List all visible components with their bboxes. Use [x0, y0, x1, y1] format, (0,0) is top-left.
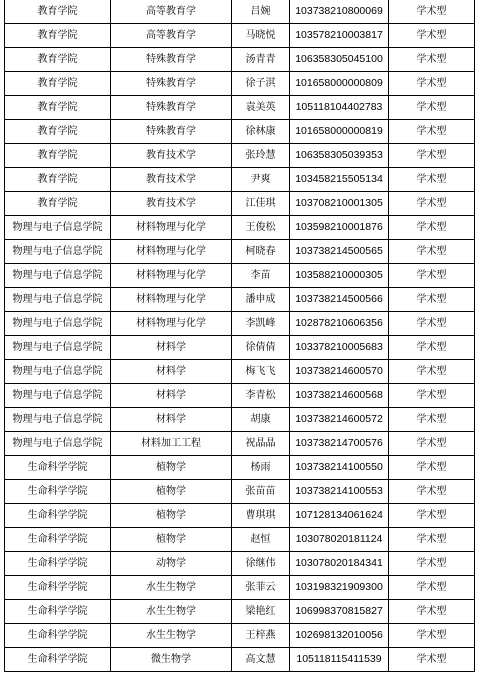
degree-type-cell: 学术型 — [389, 0, 475, 24]
student-name-cell: 汤青青 — [232, 48, 290, 72]
major-cell: 材料学 — [111, 360, 232, 384]
degree-type-cell: 学术型 — [389, 72, 475, 96]
college-cell: 生命科学学院 — [5, 648, 111, 672]
exam-number-cell: 102698132010056 — [290, 624, 389, 648]
student-name-cell: 张菲云 — [232, 576, 290, 600]
exam-number-cell: 105118115411539 — [290, 648, 389, 672]
exam-number-cell: 105118104402783 — [290, 96, 389, 120]
college-cell: 物理与电子信息学院 — [5, 240, 111, 264]
student-name-cell: 赵恒 — [232, 528, 290, 552]
college-cell: 生命科学学院 — [5, 456, 111, 480]
degree-type-cell: 学术型 — [389, 240, 475, 264]
exam-number-cell: 107128134061624 — [290, 504, 389, 528]
major-cell: 教育技术学 — [111, 192, 232, 216]
degree-type-cell: 学术型 — [389, 648, 475, 672]
exam-number-cell: 103458215505134 — [290, 168, 389, 192]
student-name-cell: 徐林康 — [232, 120, 290, 144]
degree-type-cell: 学术型 — [389, 456, 475, 480]
exam-number-cell: 103598210001876 — [290, 216, 389, 240]
admission-list-table — [4, 0, 475, 672]
student-name-cell: 潘申成 — [232, 288, 290, 312]
degree-type-cell: 学术型 — [389, 48, 475, 72]
college-cell: 物理与电子信息学院 — [5, 384, 111, 408]
college-cell: 教育学院 — [5, 168, 111, 192]
student-name-cell: 马晓悦 — [232, 24, 290, 48]
table-row — [5, 552, 475, 576]
table-row — [5, 264, 475, 288]
major-cell: 教育技术学 — [111, 168, 232, 192]
student-name-cell: 吕婉 — [232, 0, 290, 24]
student-name-cell: 李苗 — [232, 264, 290, 288]
table-row — [5, 312, 475, 336]
exam-number-cell: 103738210800069 — [290, 0, 389, 24]
table-row — [5, 144, 475, 168]
student-name-cell: 杨雨 — [232, 456, 290, 480]
major-cell: 水生生物学 — [111, 624, 232, 648]
major-cell: 特殊教育学 — [111, 120, 232, 144]
major-cell: 教育技术学 — [111, 144, 232, 168]
degree-type-cell: 学术型 — [389, 408, 475, 432]
table-row — [5, 120, 475, 144]
college-cell: 物理与电子信息学院 — [5, 288, 111, 312]
degree-type-cell: 学术型 — [389, 552, 475, 576]
degree-type-cell: 学术型 — [389, 96, 475, 120]
major-cell: 材料物理与化学 — [111, 288, 232, 312]
exam-number-cell: 103738214100550 — [290, 456, 389, 480]
college-cell: 教育学院 — [5, 0, 111, 24]
student-name-cell: 江佳琪 — [232, 192, 290, 216]
student-name-cell: 张玲慧 — [232, 144, 290, 168]
major-cell: 植物学 — [111, 456, 232, 480]
student-name-cell: 徐子淇 — [232, 72, 290, 96]
degree-type-cell: 学术型 — [389, 432, 475, 456]
degree-type-cell: 学术型 — [389, 288, 475, 312]
table-row — [5, 576, 475, 600]
major-cell: 材料学 — [111, 336, 232, 360]
major-cell: 材料学 — [111, 408, 232, 432]
student-name-cell: 柯晓春 — [232, 240, 290, 264]
table-row — [5, 24, 475, 48]
college-cell: 教育学院 — [5, 120, 111, 144]
degree-type-cell: 学术型 — [389, 384, 475, 408]
college-cell: 教育学院 — [5, 96, 111, 120]
major-cell: 材料物理与化学 — [111, 216, 232, 240]
college-cell: 物理与电子信息学院 — [5, 216, 111, 240]
exam-number-cell: 103078020184341 — [290, 552, 389, 576]
college-cell: 物理与电子信息学院 — [5, 360, 111, 384]
table-row — [5, 480, 475, 504]
major-cell: 动物学 — [111, 552, 232, 576]
college-cell: 教育学院 — [5, 24, 111, 48]
degree-type-cell: 学术型 — [389, 312, 475, 336]
degree-type-cell: 学术型 — [389, 144, 475, 168]
student-name-cell: 王梓燕 — [232, 624, 290, 648]
exam-number-cell: 103738214700576 — [290, 432, 389, 456]
table-row — [5, 360, 475, 384]
exam-number-cell: 106358305039353 — [290, 144, 389, 168]
student-name-cell: 张苗苗 — [232, 480, 290, 504]
major-cell: 植物学 — [111, 504, 232, 528]
exam-number-cell: 101658000000809 — [290, 72, 389, 96]
table-body — [5, 0, 475, 672]
college-cell: 生命科学学院 — [5, 504, 111, 528]
table-row — [5, 72, 475, 96]
table-row — [5, 240, 475, 264]
major-cell: 水生生物学 — [111, 600, 232, 624]
table-row — [5, 216, 475, 240]
student-name-cell: 袁美英 — [232, 96, 290, 120]
college-cell: 教育学院 — [5, 72, 111, 96]
exam-number-cell: 103738214100553 — [290, 480, 389, 504]
college-cell: 生命科学学院 — [5, 600, 111, 624]
degree-type-cell: 学术型 — [389, 216, 475, 240]
major-cell: 材料学 — [111, 384, 232, 408]
table-row — [5, 600, 475, 624]
table-row — [5, 384, 475, 408]
student-name-cell: 尹爽 — [232, 168, 290, 192]
exam-number-cell: 106358305045100 — [290, 48, 389, 72]
degree-type-cell: 学术型 — [389, 168, 475, 192]
college-cell: 生命科学学院 — [5, 576, 111, 600]
table-row — [5, 192, 475, 216]
table-row — [5, 96, 475, 120]
exam-number-cell: 103198321909300 — [290, 576, 389, 600]
major-cell: 高等教育学 — [111, 0, 232, 24]
table-row — [5, 528, 475, 552]
college-cell: 物理与电子信息学院 — [5, 264, 111, 288]
exam-number-cell: 103588210000305 — [290, 264, 389, 288]
major-cell: 特殊教育学 — [111, 72, 232, 96]
student-name-cell: 梅飞飞 — [232, 360, 290, 384]
college-cell: 教育学院 — [5, 144, 111, 168]
table-row — [5, 504, 475, 528]
major-cell: 特殊教育学 — [111, 96, 232, 120]
college-cell: 生命科学学院 — [5, 624, 111, 648]
exam-number-cell: 103708210001305 — [290, 192, 389, 216]
degree-type-cell: 学术型 — [389, 264, 475, 288]
major-cell: 材料物理与化学 — [111, 264, 232, 288]
degree-type-cell: 学术型 — [389, 360, 475, 384]
college-cell: 生命科学学院 — [5, 528, 111, 552]
student-name-cell: 徐继伟 — [232, 552, 290, 576]
student-name-cell: 梁艳红 — [232, 600, 290, 624]
degree-type-cell: 学术型 — [389, 576, 475, 600]
table-row — [5, 456, 475, 480]
college-cell: 生命科学学院 — [5, 552, 111, 576]
student-name-cell: 胡康 — [232, 408, 290, 432]
major-cell: 材料物理与化学 — [111, 240, 232, 264]
degree-type-cell: 学术型 — [389, 624, 475, 648]
exam-number-cell: 103078020181124 — [290, 528, 389, 552]
degree-type-cell: 学术型 — [389, 504, 475, 528]
degree-type-cell: 学术型 — [389, 600, 475, 624]
student-name-cell: 李凯峰 — [232, 312, 290, 336]
student-name-cell: 徐倩倩 — [232, 336, 290, 360]
exam-number-cell: 103378210005683 — [290, 336, 389, 360]
degree-type-cell: 学术型 — [389, 24, 475, 48]
degree-type-cell: 学术型 — [389, 480, 475, 504]
student-name-cell: 李青松 — [232, 384, 290, 408]
table-row — [5, 168, 475, 192]
college-cell: 教育学院 — [5, 48, 111, 72]
degree-type-cell: 学术型 — [389, 528, 475, 552]
exam-number-cell: 103738214600572 — [290, 408, 389, 432]
major-cell: 微生物学 — [111, 648, 232, 672]
college-cell: 物理与电子信息学院 — [5, 336, 111, 360]
table-row — [5, 648, 475, 672]
student-name-cell: 曹琪琪 — [232, 504, 290, 528]
table-row — [5, 336, 475, 360]
student-name-cell: 祝晶晶 — [232, 432, 290, 456]
college-cell: 教育学院 — [5, 192, 111, 216]
table-row — [5, 624, 475, 648]
major-cell: 特殊教育学 — [111, 48, 232, 72]
major-cell: 水生生物学 — [111, 576, 232, 600]
college-cell: 物理与电子信息学院 — [5, 432, 111, 456]
exam-number-cell: 102878210606356 — [290, 312, 389, 336]
table-row — [5, 0, 475, 24]
exam-number-cell: 103738214600570 — [290, 360, 389, 384]
exam-number-cell: 106998370815827 — [290, 600, 389, 624]
exam-number-cell: 103738214500566 — [290, 288, 389, 312]
student-name-cell: 高文慧 — [232, 648, 290, 672]
college-cell: 物理与电子信息学院 — [5, 312, 111, 336]
exam-number-cell: 101658000000819 — [290, 120, 389, 144]
table-row — [5, 432, 475, 456]
degree-type-cell: 学术型 — [389, 336, 475, 360]
exam-number-cell: 103738214600568 — [290, 384, 389, 408]
degree-type-cell: 学术型 — [389, 192, 475, 216]
major-cell: 植物学 — [111, 528, 232, 552]
table-row — [5, 408, 475, 432]
major-cell: 高等教育学 — [111, 24, 232, 48]
exam-number-cell: 103578210003817 — [290, 24, 389, 48]
degree-type-cell: 学术型 — [389, 120, 475, 144]
college-cell: 生命科学学院 — [5, 480, 111, 504]
table-row — [5, 48, 475, 72]
major-cell: 材料物理与化学 — [111, 312, 232, 336]
major-cell: 材料加工工程 — [111, 432, 232, 456]
exam-number-cell: 103738214500565 — [290, 240, 389, 264]
table-row — [5, 288, 475, 312]
student-name-cell: 王俊松 — [232, 216, 290, 240]
major-cell: 植物学 — [111, 480, 232, 504]
college-cell: 物理与电子信息学院 — [5, 408, 111, 432]
